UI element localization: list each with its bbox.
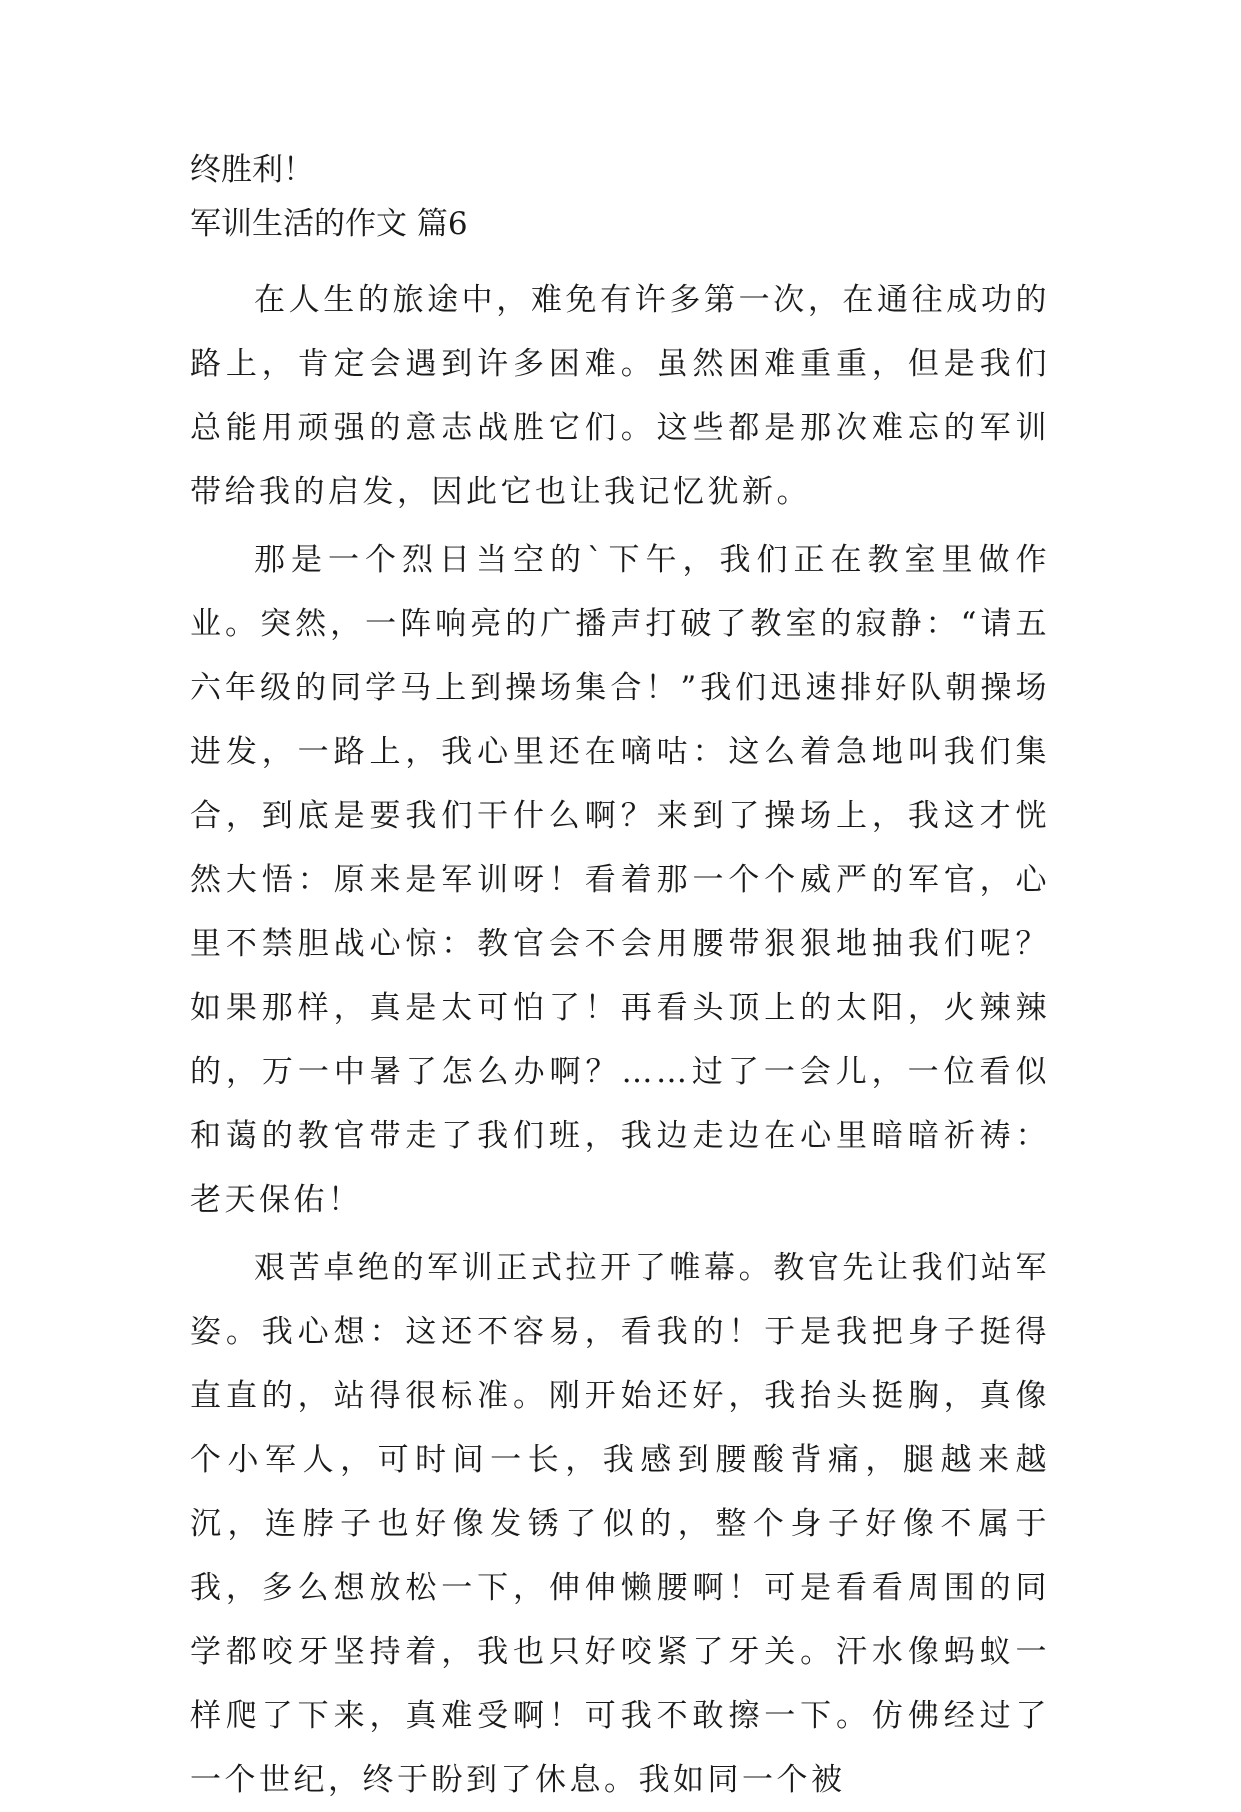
closing-line: 终胜利！ bbox=[190, 152, 314, 188]
paragraph-2: 那是一个烈日当空的`下午，我们正在教室里做作业。突然，一阵响亮的广播声打破了教室的寂静：“请五六年级的同学马上到操场集合！”我们迅速排好队朝操场进发，一路上，我心里还在嘀咕：这么着急地叫我们集合，到底是要我们干什么啊？来到了操场上，我这才恍然大悟：原来是军训呀！看着那一个个威严的军官，心里不禁胆战心惊：教官会不会用腰带狠狠地抽我们呢？如果那样，真是太可怕了！再看头顶上的太阳，火辣辣的，万一中暑了怎么办啊？……过了一会儿，一位看似和蔼的教官带走了我们班，我边走边在心里暗暗祈祷：老天保佑！ bbox=[190, 542, 1050, 1218]
paragraph-1: 在人生的旅途中，难免有许多第一次，在通往成功的路上，肯定会遇到许多困难。虽然困难重重，但是我们总能用顽强的意志战胜它们。这些都是那次难忘的军训带给我的启发，因此它也让我记忆犹新。 bbox=[190, 282, 1050, 510]
section-title: 军训生活的作文 篇6 bbox=[190, 206, 468, 242]
document-page bbox=[190, 150, 1050, 1812]
paragraph-3: 艰苦卓绝的军训正式拉开了帷幕。教官先让我们站军姿。我心想：这还不容易，看我的！于是我把身子挺得直直的，站得很标准。刚开始还好，我抬头挺胸，真像个小军人，可时间一长，我感到腰酸背痛，腿越来越沉，连脖子也好像发锈了似的，整个身子好像不属于我，多么想放松一下，伸伸懒腰啊！可是看看周围的同学都咬牙坚持着，我也只好咬紧了牙关。汗水像蚂蚁一样爬了下来，真难受啊！可我不敢擦一下。仿佛经过了一个世纪，终于盼到了休息。我如同一个被 bbox=[190, 1250, 1050, 1798]
